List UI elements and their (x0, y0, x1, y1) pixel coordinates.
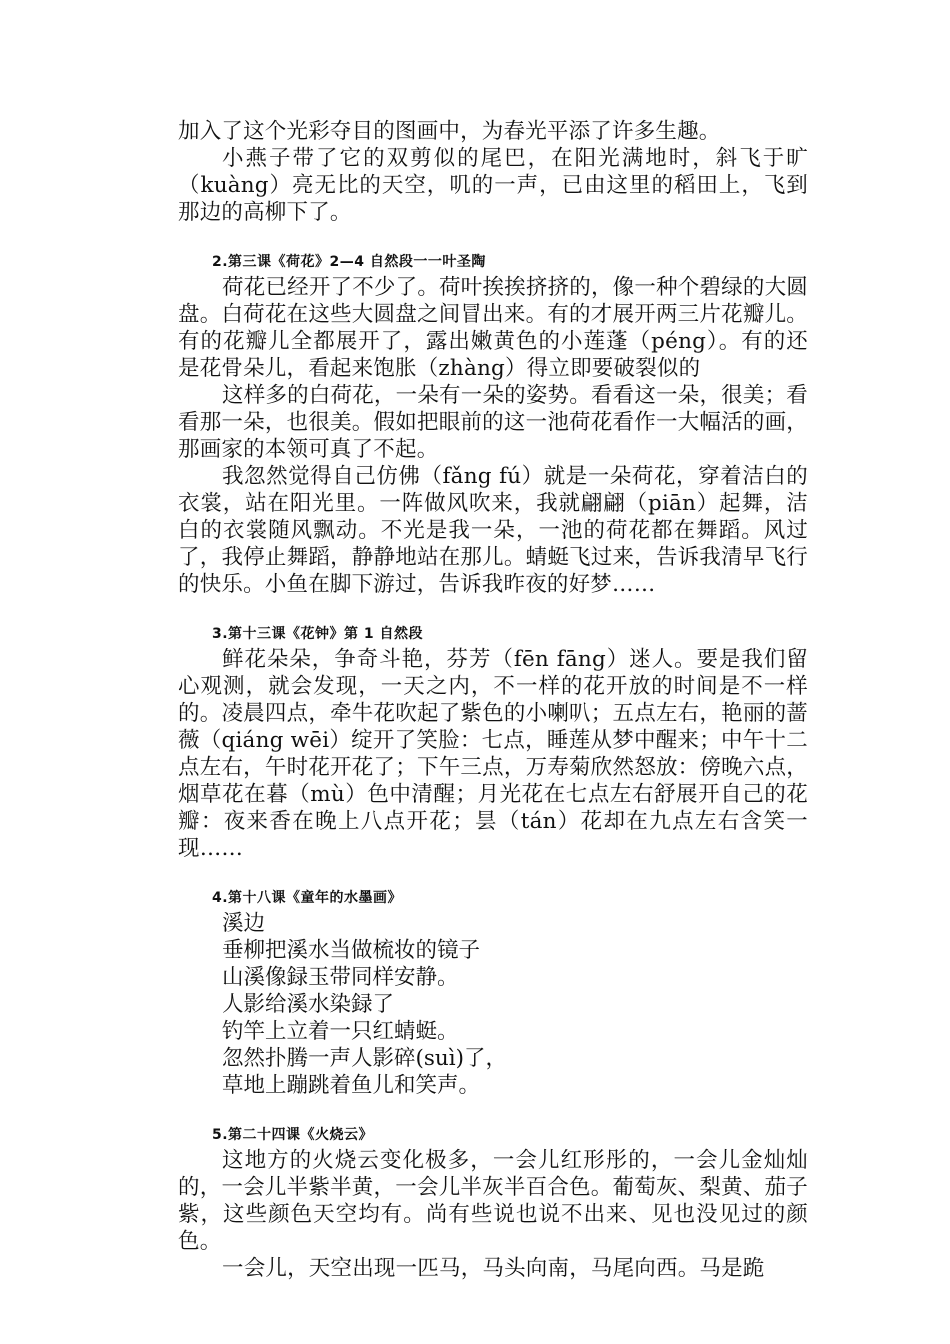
section-heading: 2.第三课《荷花》2—4 自然段一一叶圣陶 (212, 254, 486, 270)
poem-line: 山溪像録玉带同样安静。 (222, 965, 459, 990)
section-heading: 3.第十三课《花钟》第 1 自然段 (212, 626, 424, 642)
poem-line: 草地上蹦跳着鱼儿和笑声。 (222, 1073, 481, 1098)
paragraph: 小燕子带了它的双剪似的尾巴，在阳光满地时，斜飞于旷（kuàng）亮无比的天空，叽的一声，已由这里的稻田上，飞到那边的高柳下了。 (178, 146, 808, 225)
paragraph: 荷花已经开了不少了。荷叶挨挨挤挤的，像一种个碧绿的大圆盘。白荷花在这些大圆盘之间冒出来。有的才展开两三片花瓣儿。有的花瓣儿全都展开了，露出嫩黄色的小莲蓬（péng）。有的还是花骨朵儿，看起来饱胀（zhàng）得立即要破裂似的 (178, 275, 808, 381)
poem-line: 人影给溪水染録了 (222, 992, 395, 1017)
paragraph: 我忽然觉得自己仿佛（fǎng fú）就是一朵荷花，穿着洁白的衣裳，站在阳光里。一阵做风吹来，我就翩翩（piān）起舞，洁白的衣裳随风飘动。不光是我一朵，一池的荷花都在舞蹈。风过了，我停止舞蹈，静静地站在那儿。蜻蜓飞过来，告诉我清早飞行的快乐。小鱼在脚下游过，告诉我昨夜的好梦…… (178, 464, 808, 597)
poem-line: 垂柳把溪水当做梳妆的镜子 (222, 938, 481, 963)
section-heading: 5.第二十四课《火烧云》 (212, 1127, 374, 1143)
paragraph: 这样多的白荷花，一朵有一朵的姿势。看看这一朵，很美；看看那一朵，也很美。假如把眼前的这一池荷花看作一大幅活的画，那画家的本领可真了不起。 (178, 383, 808, 462)
paragraph: 一会儿，天空出现一匹马，马头向南，马尾向西。马是跪 (222, 1256, 765, 1281)
paragraph: 加入了这个光彩夺目的图画中，为春光平添了许多生趣。 (178, 119, 721, 144)
section-heading: 4.第十八课《童年的水墨画》 (212, 890, 403, 906)
paragraph: 这地方的火烧云变化极多，一会儿红形彤的，一会儿金灿灿的，一会儿半紫半黄，一会儿半灰半百合色。葡萄灰、梨黄、茄子紫，这些颜色天空均有。尚有些说也说不出来、见也没见过的颜色。 (178, 1148, 808, 1254)
paragraph: 鲜花朵朵，争奇斗艳，芬芳（fēn fāng）迷人。要是我们留心观测，就会发现，一天之内，不一样的花开放的时间是不一样的。凌晨四点，牵牛花吹起了紫色的小喇叭；五点左右，艳丽的蔷薇（qiáng wēi）绽开了笑脸：七点，睡莲从梦中醒来；中午十二点左右，午时花开花了；下午三点，万寿菊欣然怒放：傍晚六点，烟草花在暮（mù）色中清醒；月光花在七点左右舒展开自己的花瓣：夜来香在晚上八点开花；昙（tán）花却在九点左右含笑一现…… (178, 647, 808, 861)
poem-line: 钓竿上立着一只红蜻蜓。 (222, 1019, 459, 1044)
poem-line: 忽然扑腾一声人影碎(suì)了， (222, 1046, 508, 1071)
poem-line: 溪边 (222, 911, 266, 936)
document-body (178, 118, 808, 1282)
